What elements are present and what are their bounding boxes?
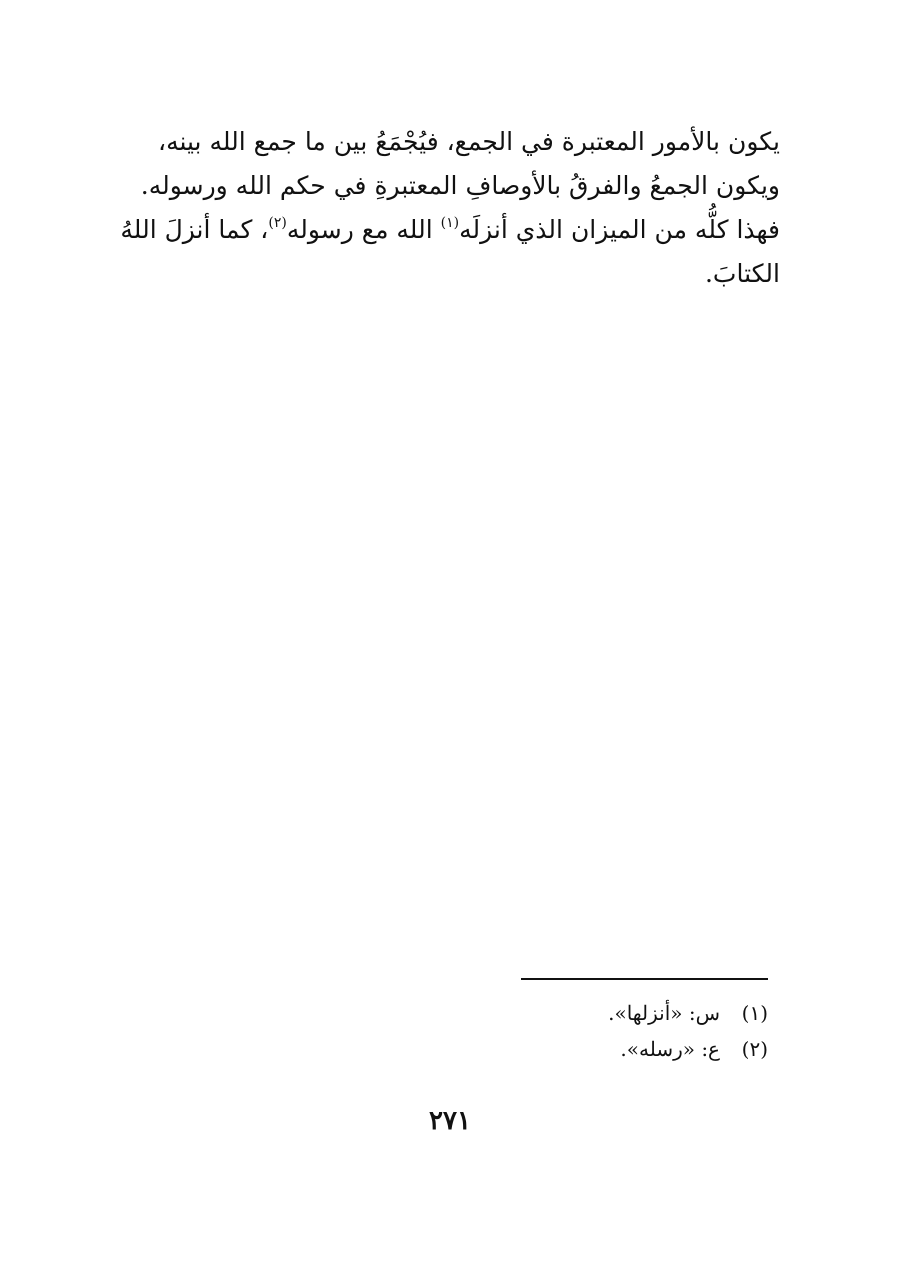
text-line-1: يكون بالأمور المعتبرة في الجمع، فيُجْمَعُ بين ما جمع الله بينه، — [158, 127, 780, 156]
footnote-1 — [348, 995, 768, 1031]
footnote-ref-1: (١) — [440, 215, 460, 231]
text-line-3-part-b: الله مع رسوله — [286, 215, 441, 244]
page-number: ٢٧١ — [429, 1106, 471, 1136]
footnote-separator — [521, 978, 768, 980]
text-line-2: ويكون الجمعُ والفرقُ بالأوصافِ المعتبرةِ في حكم الله ورسوله. — [140, 171, 780, 200]
text-line-3-part-a: فهذا كلُّه من الميزان الذي أنزلَه — [459, 215, 780, 244]
footnote-1-number: (١) — [741, 1001, 768, 1025]
footnote-2-text: ع: «رسله». — [620, 1037, 720, 1061]
footnote-1-text: س: «أنزلها». — [608, 1001, 720, 1025]
main-text — [120, 120, 780, 296]
text-line-4: الكتابَ. — [704, 259, 780, 288]
text-line-3 — [120, 208, 780, 252]
footnote-ref-2: (٢) — [268, 215, 287, 231]
footnote-2 — [348, 1031, 768, 1067]
footnotes — [348, 995, 768, 1067]
text-line-3-part-c: ، كما أنزلَ اللهُ — [120, 215, 269, 244]
footnote-2-number: (٢) — [741, 1037, 768, 1061]
